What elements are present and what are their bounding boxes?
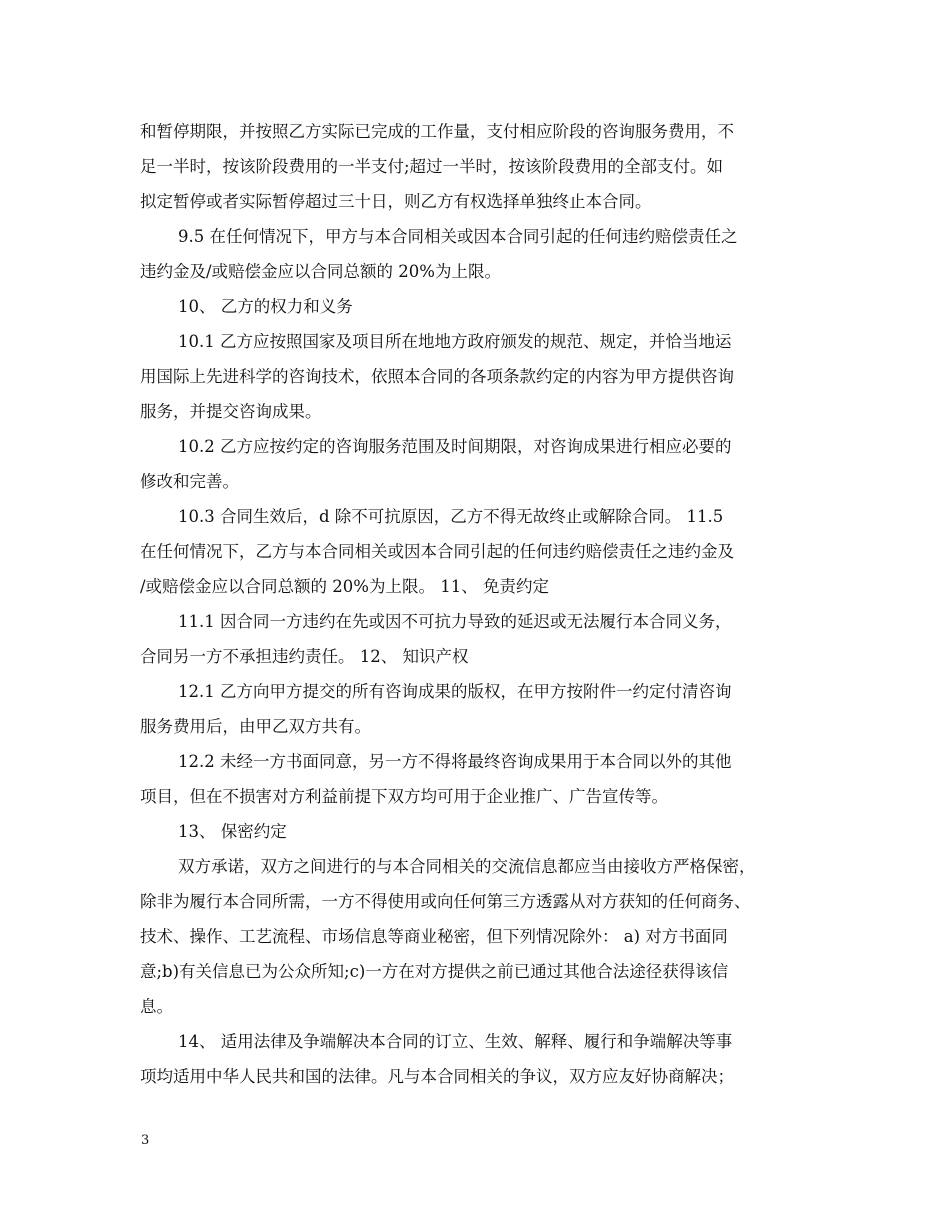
text-line: 在任何情况下，乙方与本合同相关或因本合同引起的任何违约赔偿责任之违约金及: [140, 542, 734, 561]
text-line: 11.1 因合同一方违约在先或因不可抗力导致的延迟或无法履行本合同义务，: [178, 612, 732, 631]
text-line: 10.3 合同生效后，d 除不可抗原因，乙方不得无故终止或解除合同。 11.5: [178, 507, 724, 526]
text-line: 修改和完善。: [140, 472, 239, 491]
text-line: /或赔偿金应以合同总额的 20%为上限。 11、 免责约定: [140, 577, 549, 596]
text-line: 息。: [140, 997, 173, 1016]
section-heading: 10、 乙方的权力和义务: [178, 297, 353, 316]
text-line: 除非为履行本合同所需，一方不得使用或向任何第三方透露从对方获知的任何商务、: [140, 892, 751, 911]
text-line: 12.1 乙方向甲方提交的所有咨询成果的版权，在甲方按附件一约定付清咨询: [178, 682, 732, 701]
text-line: 双方承诺，双方之间进行的与本合同相关的交流信息都应当由接收方严格保密，: [178, 857, 756, 876]
text-line: 用国际上先进科学的咨询技术，依照本合同的各项条款约定的内容为甲方提供咨询: [140, 367, 734, 386]
text-line: 14、 适用法律及争端解决本合同的订立、生效、解释、履行和争端解决等事: [178, 1032, 733, 1051]
text-line: 拟定暂停或者实际暂停超过三十日，则乙方有权选择单独终止本合同。: [140, 192, 652, 211]
text-line: 足一半时，按该阶段费用的一半支付;超过一半时，按该阶段费用的全部支付。如: [140, 157, 724, 176]
text-line: 10.2 乙方应按约定的咨询服务范围及时间期限，对咨询成果进行相应必要的: [178, 437, 732, 456]
text-line: 合同另一方不承担违约责任。 12、 知识产权: [140, 647, 469, 666]
text-line: 项目，但在不损害对方利益前提下双方均可用于企业推广、广告宣传等。: [140, 787, 668, 806]
text-line: 和暂停期限，并按照乙方实际已完成的工作量，支付相应阶段的咨询服务费用，不: [140, 122, 734, 141]
text-line: 意;b)有关信息已为公众所知;c)一方在对方提供之前已通过其他合法途径获得该信: [140, 962, 729, 981]
text-line: 服务费用后，由甲乙双方共有。: [140, 717, 371, 736]
document-body: [140, 114, 812, 1094]
text-line: 9.5 在任何情况下，甲方与本合同相关或因本合同引起的任何违约赔偿责任之: [178, 227, 738, 246]
text-line: 技术、操作、工艺流程、市场信息等商业秘密，但下列情况除外： a) 对方书面同: [140, 927, 728, 946]
text-line: 违约金及/或赔偿金应以合同总额的 20%为上限。: [140, 262, 501, 281]
section-heading: 13、 保密约定: [178, 822, 287, 841]
text-line: 10.1 乙方应按照国家及项目所在地地方政府颁发的规范、规定，并恰当地运: [178, 332, 732, 351]
text-line: 12.2 未经一方书面同意，另一方不得将最终咨询成果用于本合同以外的其他: [178, 752, 732, 771]
page-number: 3: [141, 1133, 150, 1148]
text-line: 服务，并提交咨询成果。: [140, 402, 322, 421]
text-line: 项均适用中华人民共和国的法律。凡与本合同相关的争议，双方应友好协商解决；: [140, 1067, 734, 1086]
